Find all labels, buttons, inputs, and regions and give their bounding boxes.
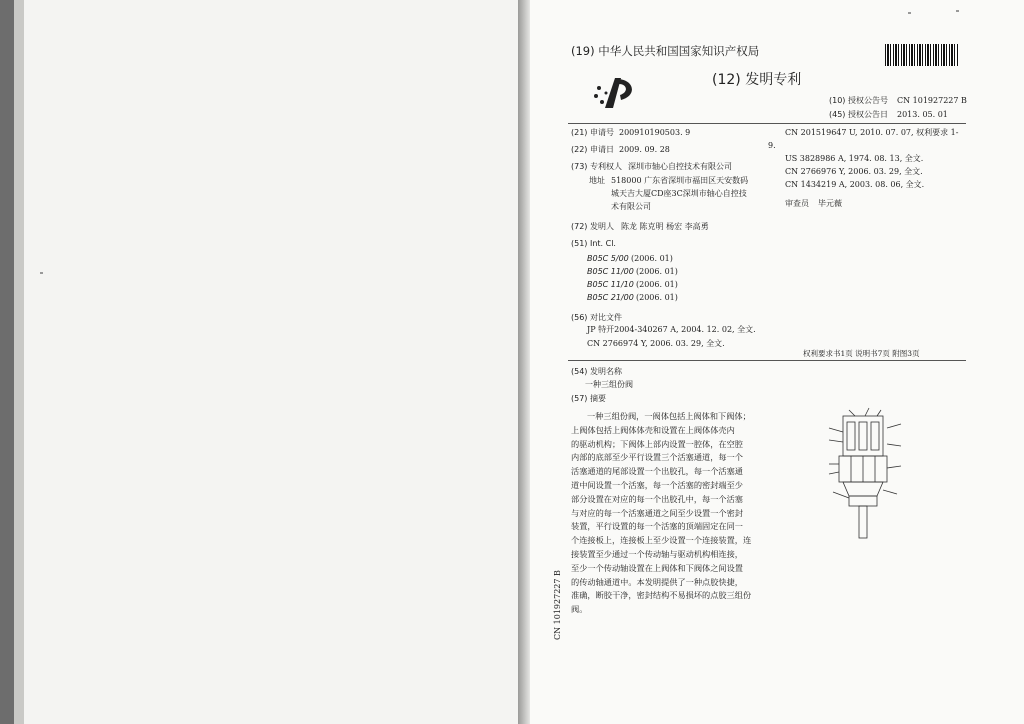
office-name: (19) 中华人民共和国国家知识产权局 <box>571 44 760 58</box>
intcl-label: (51) Int. Cl. <box>571 239 616 248</box>
pub-date-label: (45) 授权公告日 <box>829 110 888 119</box>
address-line: 术有限公司 <box>611 202 651 211</box>
abstract-line: 道中间设置一个活塞，每一个活塞的密封端至少 <box>571 479 743 490</box>
title-label: (54) 发明名称 <box>571 367 622 376</box>
inventors: 陈龙 陈克明 杨宏 李高勇 <box>621 222 709 231</box>
intcl-code: B05C 11/10 <box>587 280 634 289</box>
cnipa-logo-icon <box>591 74 643 112</box>
intcl-date: (2006. 01) <box>631 254 673 263</box>
document-kind: (12) 发明专利 <box>712 72 802 88</box>
abstract-line: 至少一个传动轴设置在上阀体和下阀体之间设置 <box>571 562 743 573</box>
ref-item: CN 2766974 Y, 2006. 03. 29, 全文. <box>587 339 725 348</box>
address-line: 城天吉大厦CD座3C深圳市轴心自控技 <box>611 189 747 198</box>
ref-item: US 3828986 A, 1974. 08. 13, 全文. <box>785 154 924 163</box>
abstract-line: 准确，断胶干净，密封结构不易损坏的点胶三组份 <box>571 590 752 601</box>
abstract-text <box>571 410 756 617</box>
book-gutter <box>518 0 530 724</box>
side-publication-code: CN 101927227 B <box>553 570 562 640</box>
abstract-line: 一种三组份阀，一阀体包括上阀体和下阀体； <box>587 411 751 421</box>
left-page-edge <box>14 0 24 724</box>
abstract-line: 的传动轴通道中。本发明提供了一种点胶快捷， <box>571 576 743 587</box>
abstract-line: 装置，平行设置的每一个活塞的顶端固定在同一 <box>571 521 743 532</box>
abstract-line: 内部的底部至少平行设置三个活塞通道，每一个 <box>571 452 743 463</box>
app-no-label: (21) 申请号 <box>571 128 614 137</box>
barcode <box>885 44 959 66</box>
app-no: 200910190503. 9 <box>619 128 691 137</box>
ref-item: CN 1434219 A, 2003. 08. 06, 全文. <box>785 180 925 189</box>
owner: 深圳市轴心自控技术有限公司 <box>628 162 732 171</box>
refs-label: (56) 对比文件 <box>571 313 622 322</box>
pub-no-label: (10) 授权公告号 <box>829 96 888 105</box>
scan-speck <box>956 10 959 12</box>
ref-item: CN 201519647 U, 2010. 07. 07, 权利要求 1- <box>785 128 959 137</box>
intcl-code: B05C 5/00 <box>587 254 629 263</box>
filing-label: (22) 申请日 <box>571 145 614 154</box>
abstract-line: 部分设置在对应的每一个出胶孔中，每一个活塞 <box>571 493 743 504</box>
ref-item: JP 特开2004-340267 A, 2004. 12. 02, 全文. <box>587 325 756 334</box>
intcl-date: (2006. 01) <box>636 293 678 302</box>
owner-label: (73) 专利权人 <box>571 162 622 171</box>
header-rule <box>568 123 966 124</box>
address-label: 地址 <box>589 176 605 185</box>
abstract-line: 阀。 <box>571 604 588 615</box>
abstract-line: 与对应的每一个活塞通道之间至少设置一个密封 <box>571 507 743 518</box>
section-rule <box>568 360 966 361</box>
page-counts: 权利要求书1页 说明书7页 附图3页 <box>803 349 920 358</box>
abstract-line: 接装置至少通过一个传动轴与驱动机构相连接， <box>571 548 743 559</box>
scan-speck <box>908 12 911 14</box>
pub-no: CN 101927227 B <box>897 96 967 105</box>
blank-left-page <box>18 0 520 724</box>
abstract-line: 活塞通道的尾部设置一个出胶孔，每一个活塞通 <box>571 466 743 477</box>
ref-item: 9. <box>768 141 776 150</box>
valve-drawing <box>825 398 905 548</box>
abstract-label: (57) 摘要 <box>571 394 606 403</box>
invention-title: 一种三组份阀 <box>585 380 633 389</box>
address-line: 518000 广东省深圳市福田区天安数码 <box>611 176 749 185</box>
pub-date: 2013. 05. 01 <box>897 110 948 119</box>
examiner-label: 审查员 <box>785 199 809 208</box>
inventors-label: (72) 发明人 <box>571 222 614 231</box>
filing-date: 2009. 09. 28 <box>619 145 670 154</box>
abstract-line: 上阀体包括上阀体体壳和设置在上阀体体壳内 <box>571 424 735 435</box>
intcl-date: (2006. 01) <box>636 267 678 276</box>
intcl-date: (2006. 01) <box>636 280 678 289</box>
examiner: 毕元薇 <box>818 199 842 208</box>
abstract-line: 个连接板上，连接板上至少设置一个连接装置，连 <box>571 535 752 546</box>
intcl-code: B05C 11/00 <box>587 267 634 276</box>
scan-speck <box>40 272 43 274</box>
abstract-line: 的驱动机构；下阀体上部内设置一腔体，在空腔 <box>571 438 743 449</box>
intcl-code: B05C 21/00 <box>587 293 634 302</box>
ref-item: CN 2766976 Y, 2006. 03. 29, 全文. <box>785 167 923 176</box>
